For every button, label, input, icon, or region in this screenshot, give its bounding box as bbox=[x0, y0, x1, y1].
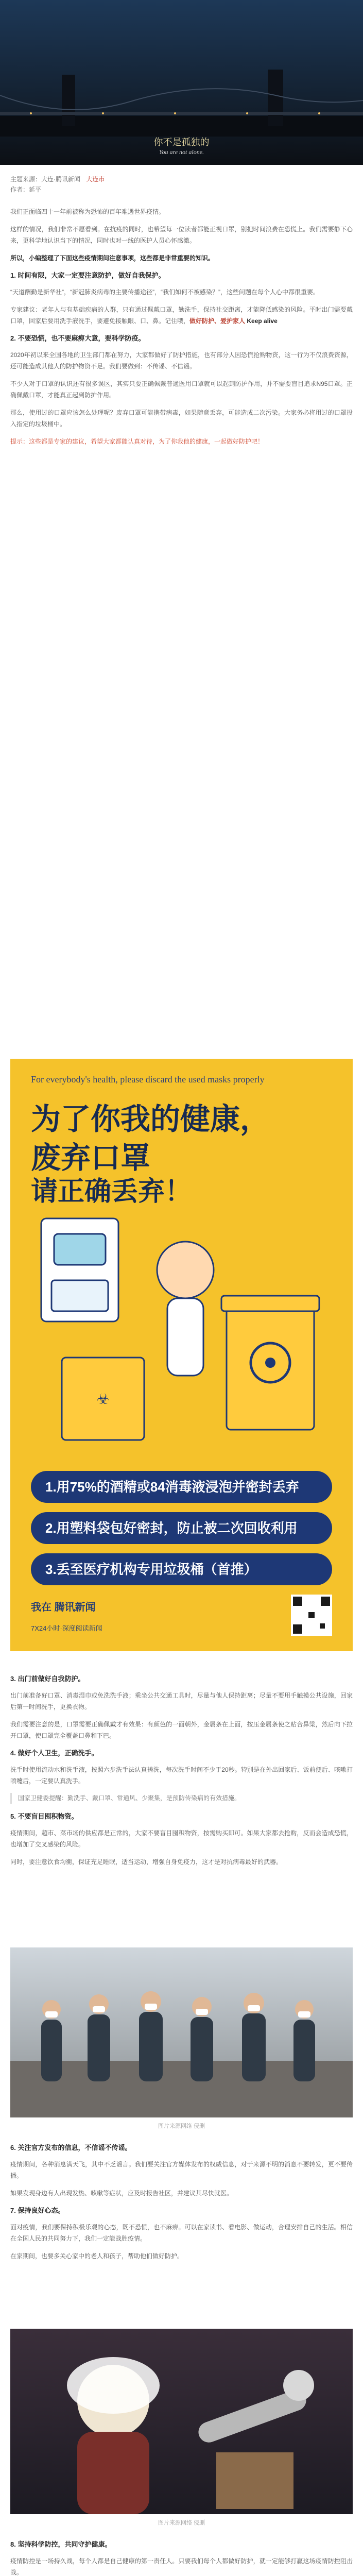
editor-label: 作者：延平 bbox=[10, 186, 42, 193]
intro-paragraph: 这样的情况，我们非常不愿看到。在抗疫的同时，也希望每一位读者都能正视口罩，别把时间浪费在恐慌上。我们需要静下心来，更科学地认识当下的情况，同时也对一线的医护人员心怀感激。 bbox=[10, 226, 353, 244]
source-label: 主题来源：大连·腾讯新闻 bbox=[10, 176, 80, 183]
section-paragraph: 同时，要注意饮食均衡，保证充足睡眠，适当运动，增强自身免疫力，这才是对抗病毒最好的武器。 bbox=[10, 1858, 283, 1866]
section-paragraph: 2020年初以来全国各地的卫生部门都在努力，大家都做好了防护措施，也有部分人因恐慌抢购物资，这一行为不仅浪费资源，还可能造成其他人的防护物资不足。我们要做到：不传谣、不信谣。 bbox=[10, 351, 353, 370]
section-heading: 4. 做好个人卫生，正确洗手。 bbox=[10, 1749, 98, 1757]
section-paragraph: 如果发现身边有人出现发热、咳嗽等症状，应及时报告社区，并建议其尽快就医。 bbox=[10, 2190, 233, 2197]
article-body-mid2 bbox=[10, 2138, 353, 2268]
hero-caption-en: You are not alone. bbox=[159, 148, 204, 156]
section-heading: 8. 坚持科学防控，共同守护健康。 bbox=[10, 2540, 112, 2548]
section-paragraph: 不少人对于口罩的认识还有很多误区，其实只要正确佩戴普通医用口罩就可以起到防护作用，并不需要盲目追求N95口罩。正确佩戴口罩，才能真正起到防护作用。 bbox=[10, 380, 353, 399]
poster-title-line1: 为了你我的健康， bbox=[31, 1103, 270, 1136]
crowd-illustration-icon bbox=[10, 1947, 353, 2117]
qr-code-icon[interactable] bbox=[291, 1595, 332, 1636]
section-heading: 3. 出门前做好自我防护。 bbox=[10, 1675, 85, 1683]
poster-illustration-icon bbox=[31, 1188, 332, 1455]
section-heading: 5. 不要盲目囤积物资。 bbox=[10, 1812, 78, 1820]
photo-caption: 图片来源网络 侵删 bbox=[158, 2520, 205, 2526]
section-paragraph: 我们需要注意的是，口罩需要正确佩戴才有效果：有颜色的一面朝外，金属条在上面，按压金属条使之贴合鼻梁，然后向下拉开口罩，使口罩完全覆盖口鼻和下巴。 bbox=[10, 1721, 353, 1739]
poster-brand-row bbox=[31, 1595, 332, 1641]
hero-caption: 你不是孤独的 bbox=[153, 137, 210, 147]
highlight-tail: Keep alive bbox=[247, 317, 278, 325]
quote-block: 国家卫健委提醒：勤洗手、戴口罩、常通风、少聚集，是预防传染病的有效措施。 bbox=[10, 1793, 353, 1804]
poster-step-2: 2.用塑料袋包好密封，防止被二次回收利用 bbox=[31, 1512, 332, 1544]
bridge-silhouette-icon bbox=[0, 64, 363, 137]
section-paragraph: 在家期间，也要多关心家中的老人和孩子，帮助他们做好防护。 bbox=[10, 2252, 184, 2260]
historical-portrait-photo bbox=[10, 2329, 353, 2514]
poster-title-line3: 请正确丢弃！ bbox=[31, 1177, 192, 1207]
street-crowd-photo bbox=[10, 1947, 353, 2117]
notice-text: 提示：这些都是专家的建议，希望大家都能认真对待，为了你我他的健康，一起做好防护吧！ bbox=[10, 438, 264, 445]
article-body-mid bbox=[10, 1669, 353, 1874]
poster-step-1: 1.用75%的酒精或84消毒液浸泡并密封丢弃 bbox=[31, 1471, 332, 1503]
poster-step-3: 3.丢至医疗机构专用垃圾桶（首推） bbox=[31, 1553, 332, 1585]
photo-caption: 图片来源网络 侵删 bbox=[158, 2123, 205, 2129]
poster-title-text: 废弃口罩 bbox=[31, 1141, 151, 1175]
article-body-bottom bbox=[10, 2535, 353, 2576]
section-heading: 6. 关注官方发布的信息，不信谣不传谣。 bbox=[10, 2144, 132, 2151]
intro-paragraph: 我们正面临四十一年前被称为恐怖的百年难遇世界疫情。 bbox=[10, 208, 165, 215]
poster-english-title: For everybody's health, please discard the used masks properly bbox=[31, 1074, 265, 1084]
section-paragraph bbox=[10, 304, 353, 327]
section-paragraph: 出门前准备好口罩、消毒湿巾或免洗洗手液；乘坐公共交通工具时，尽量与他人保持距离；尽量不要用手触摸公共设施，回家后第一时间洗手，更换衣物。 bbox=[10, 1692, 353, 1710]
section-heading: 1. 时间有限，大家一定要注意防护，做好自我保护。 bbox=[10, 272, 165, 279]
section-paragraph: 疫情期间，超市、菜市场的供应都是正常的，大家不要盲目囤积物资，按需购买即可。如果大家都去抢购，反而会造成恐慌，也增加了交叉感染的风险。 bbox=[10, 1829, 353, 1848]
svg-text:☣: ☣ bbox=[96, 1391, 110, 1407]
brand-prefix: 我在 bbox=[31, 1602, 51, 1613]
section-heading: 2. 不要恐慌，也不要麻痹大意，要科学防疫。 bbox=[10, 334, 145, 342]
hero-banner bbox=[0, 0, 363, 165]
section-heading: 7. 保持良好心态。 bbox=[10, 2207, 65, 2214]
highlight-text: 做好防护、爱护家人 bbox=[189, 317, 246, 325]
paragraph-text: 专家建议：老年人与有基础疾病的人群，只有通过佩戴口罩，勤洗手，保持社交距离，才能降低感染的风险。平时出门需要戴口罩，回家后要用洗手液洗手，要避免接触眼、口、鼻。记住哦， bbox=[10, 306, 353, 325]
mask-disposal-poster bbox=[10, 1059, 353, 1651]
section-paragraph: 疫情期间，各种消息满天飞，其中不乏谣言。我们要关注官方媒体发布的权威信息，对于来源不明的消息不要转发，更不要传播。 bbox=[10, 2161, 353, 2179]
section-paragraph: 面对疫情，我们要保持积极乐观的心态，既不恐慌，也不麻痹。可以在家读书、看电影、做运动，合理安排自己的生活。相信在全国人民的共同努力下，我们一定能战胜疫情。 bbox=[10, 2224, 353, 2242]
section-paragraph: “天道酬勤是新华社”，“新冠肺炎病毒的主要传播途径”，“我们如何不被感染？”，这些问题在每个人心中都很重要。 bbox=[10, 289, 319, 296]
portrait-illustration-icon bbox=[10, 2329, 353, 2514]
section-paragraph: 那么，使用过的口罩应该怎么处理呢？废弃口罩可能携带病毒，如果随意丢弃，可能造成二次污染。大家务必将用过的口罩投入指定的垃圾桶中。 bbox=[10, 409, 353, 428]
intro-paragraph: 所以，小编整理了下面这些疫情期间注意事项，这些都是非常重要的知识。 bbox=[10, 255, 215, 262]
section-paragraph: 疫情防控是一场持久战，每个人都是自己健康的第一责任人。只要我们每个人都做好防护，就一定能够打赢这场疫情防控阻击战。 bbox=[10, 2557, 353, 2576]
brand-subtitle: 7X24小时·深度阅读新闻 bbox=[31, 1624, 102, 1632]
brand-logo bbox=[31, 1599, 96, 1614]
article-meta bbox=[10, 174, 353, 195]
brand-name: 腾讯新闻 bbox=[54, 1602, 96, 1613]
section-paragraph: 洗手时使用流动水和洗手液，按照六步洗手法认真搓洗，每次洗手时间不少于20秒。特别是在外出回家后、饭前便后、咳嗽打喷嚏后，一定要认真洗手。 bbox=[10, 1766, 353, 1785]
article-body-top bbox=[10, 206, 353, 453]
column-link[interactable]: 大连市 bbox=[86, 176, 105, 183]
